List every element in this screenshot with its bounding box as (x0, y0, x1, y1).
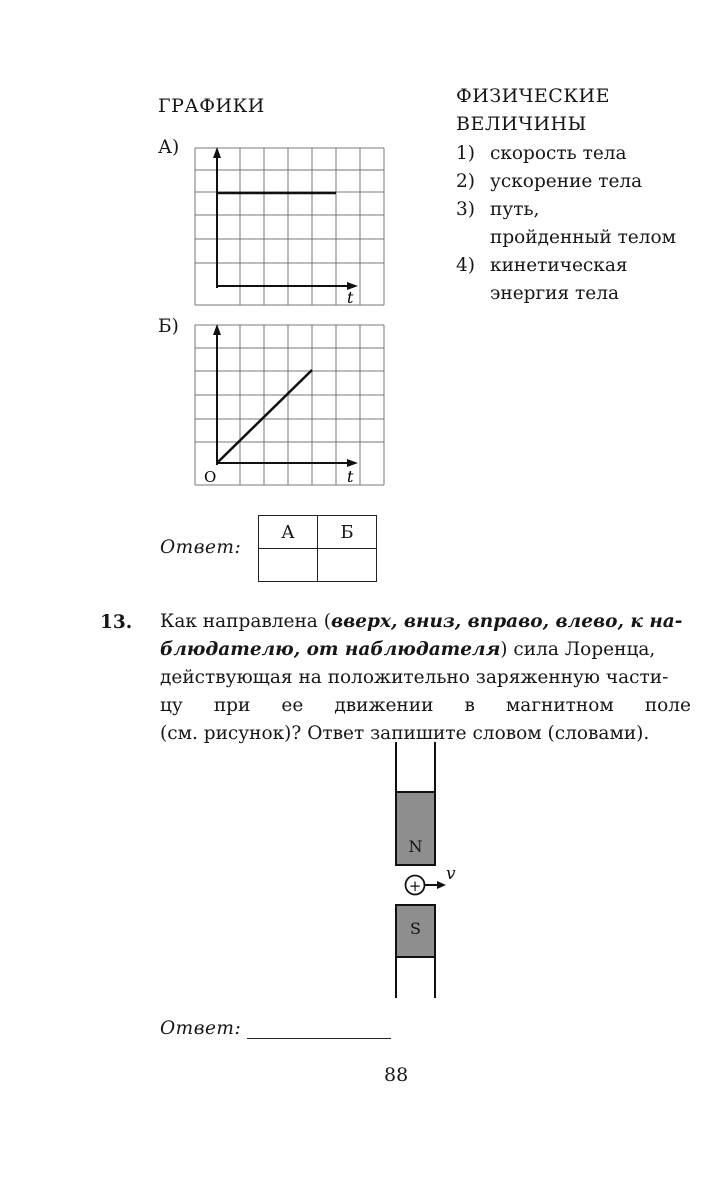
question-number: 13. (100, 612, 133, 633)
quantities-list (456, 140, 676, 308)
y-axis-arrow (213, 324, 221, 335)
magnet-figure (380, 742, 480, 1002)
graph-a-t-label: t (347, 288, 354, 307)
answer-cell-b[interactable] (318, 549, 377, 582)
quantities-heading-line2: ВЕЛИЧИНЫ (456, 113, 587, 135)
graph-b (192, 322, 387, 490)
y-axis-arrow (213, 147, 221, 158)
answer-line-13[interactable] (247, 1038, 391, 1039)
question-line-4: цу при ее движении в магнитном поле (160, 695, 691, 716)
quantities-heading-line1: ФИЗИЧЕСКИЕ (456, 85, 610, 107)
question-line-1: Как направлена (вверх, вниз, вправо, влево, к на- (160, 611, 683, 632)
graph-b-label: Б) (158, 316, 179, 337)
question-line-5: (см. рисунок)? Ответ запишите словом (словами). (160, 723, 650, 744)
question-line-2: блюдателю, от наблюдателя) сила Лоренца, (160, 639, 656, 660)
question-line-3: действующая на положительно заряженную части- (160, 667, 669, 688)
list-item: 1) скорость тела (456, 143, 627, 164)
velocity-arrowhead (437, 881, 446, 889)
list-item: 4) кинетическая (456, 255, 628, 276)
quantities-heading (456, 82, 610, 138)
south-label: S (410, 919, 421, 938)
graph-b-t-label: t (347, 467, 354, 486)
list-item-continuation: энергия тела (490, 283, 620, 304)
graph-a (192, 145, 387, 310)
answer-label: Ответ: (160, 537, 242, 558)
graph-a-label: А) (158, 137, 180, 158)
list-item: 2) ускорение тела (456, 171, 643, 192)
origin-label: O (204, 468, 217, 486)
answer-table (258, 515, 377, 582)
charge-symbol: + (408, 877, 422, 895)
list-item-continuation: пройденный телом (490, 227, 677, 248)
list-item: 3) путь, (456, 199, 540, 220)
north-label: N (408, 837, 423, 856)
answer-header-b: Б (318, 516, 377, 549)
answer-header-a: А (259, 516, 318, 549)
question-text (160, 608, 691, 748)
page-number: 88 (384, 1064, 409, 1086)
graphs-heading: ГРАФИКИ (158, 95, 265, 117)
answer-cell-a[interactable] (259, 549, 318, 582)
t-axis-arrow (347, 459, 358, 467)
answer-label-13: Ответ: (160, 1018, 242, 1039)
velocity-label: v (446, 864, 456, 884)
